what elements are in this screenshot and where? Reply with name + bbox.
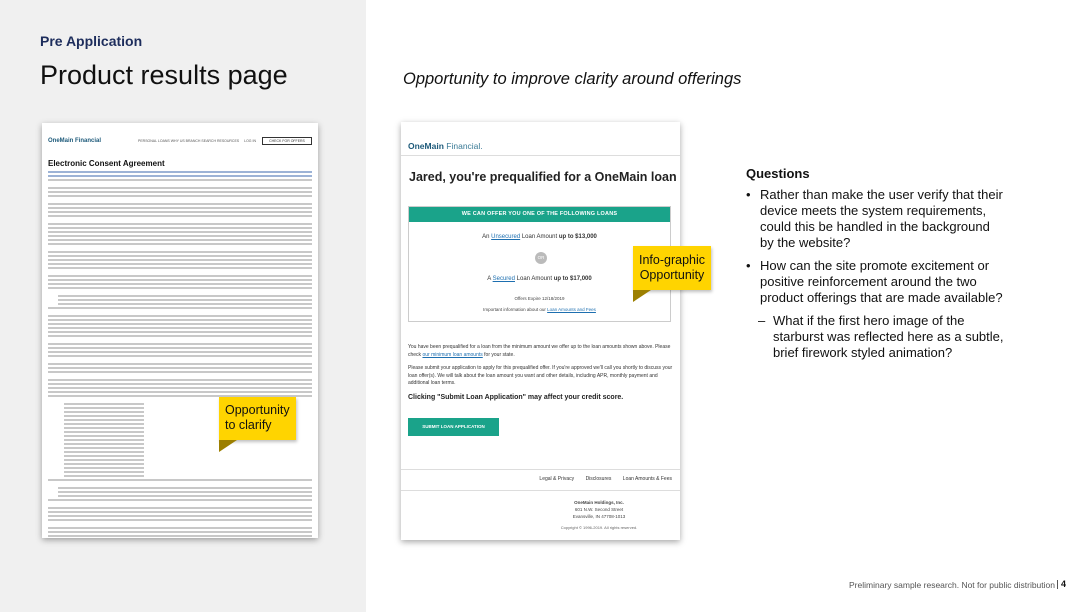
footer-loan-amounts-link[interactable]: Loan Amounts & Fees: [622, 476, 672, 482]
offer-expiry: Offers Expire 12/18/2019: [514, 296, 565, 301]
offer-logo: [408, 141, 483, 151]
doc-nav-links: PERSONAL LOANS WHY US BRANCH SEARCH RESOURCES: [138, 139, 240, 143]
doc-text-line: [48, 327, 312, 329]
or-badge: OR: [535, 252, 547, 264]
offer2-mid: Loan Amount: [514, 276, 554, 282]
page-number: 4: [1060, 579, 1066, 589]
para1-b: for your state.: [482, 351, 515, 358]
footer-note: Preliminary sample research. Not for public distribution: [849, 580, 1055, 590]
doc-text-line: [64, 475, 144, 477]
doc-text-line: [48, 283, 312, 285]
doc-text-line: [64, 447, 144, 449]
doc-text-line: [48, 535, 312, 537]
doc-text-line: [48, 511, 312, 513]
doc-text-line: [58, 299, 312, 301]
doc-text-line: [48, 207, 312, 209]
doc-text-line: [48, 379, 312, 381]
doc-text-line: [64, 407, 144, 409]
loan-offers-box: [408, 206, 671, 322]
dash-icon: –: [758, 313, 766, 328]
doc-text-line: [48, 263, 312, 265]
doc-text-line: [48, 275, 312, 277]
prequalified-offer-screenshot: [401, 122, 680, 540]
doc-text-line: [48, 215, 312, 217]
doc-text-line: [58, 303, 312, 305]
doc-text-line: [48, 391, 312, 393]
doc-text-line: [48, 383, 312, 385]
sticky-fold: [219, 440, 237, 452]
doc-text-line: [64, 459, 144, 461]
sticky-info-line1: Info-graphic: [639, 253, 706, 267]
sticky-clarify-line2: to clarify: [225, 418, 272, 432]
offer-footer-divider: [401, 469, 680, 470]
doc-text-line: [48, 267, 312, 269]
doc-text-line: [64, 439, 144, 441]
company-address: [539, 499, 659, 520]
info-prefix: Important information about our: [483, 307, 548, 312]
questions-list: [746, 187, 1006, 306]
submit-info-paragraph: Please submit your application to apply for this prequalified offer. If you're approved we'll call you shortly to discuss your loan offer(s). We will talk about the loan amount you want and other details, including APR, monthly payment and additional loan terms.: [408, 365, 673, 386]
doc-text-line: [64, 443, 144, 445]
offer1-prefix: An: [482, 234, 492, 240]
unsecured-link[interactable]: Unsecured: [491, 234, 521, 240]
doc-text-line: [64, 431, 144, 433]
legal-privacy-link[interactable]: Legal & Privacy: [539, 476, 575, 482]
doc-text-line: [64, 415, 144, 417]
doc-body-text: [48, 171, 312, 530]
doc-text-line: [48, 239, 312, 241]
doc-text-line: [48, 323, 312, 325]
doc-text-line: [64, 451, 144, 453]
offer-headline: Jared, you're prequalified for a OneMain loan: [409, 170, 677, 184]
offer-footer-links: [529, 476, 672, 482]
doc-text-line: [48, 319, 312, 321]
question-item: [746, 187, 1006, 251]
offer1-amount: up to $13,000: [558, 234, 597, 240]
doc-text-line: [64, 427, 144, 429]
doc-text-line: [64, 435, 144, 437]
doc-text-line: [48, 191, 312, 193]
offer2-prefix: A: [487, 276, 493, 282]
doc-heading: Electronic Consent Agreement: [48, 159, 165, 168]
doc-text-line: [48, 179, 312, 181]
doc-text-line: [48, 371, 312, 373]
sticky-fold: [633, 290, 651, 302]
company-name: OneMain Holdings, Inc.: [574, 500, 624, 505]
doc-text-line: [64, 467, 144, 469]
doc-text-line: [64, 403, 144, 405]
address-line-1: 601 N.W. Second Street: [574, 507, 624, 512]
offer2-amount: up to $17,000: [553, 276, 592, 282]
copyright: Copyright © 1996-2019. All rights reserved.: [560, 525, 638, 530]
doc-text-line: [48, 195, 312, 197]
doc-text-line: [48, 223, 312, 225]
minimum-loan-amounts-link[interactable]: our minimum loan amounts: [422, 351, 483, 358]
doc-text-line: [64, 455, 144, 457]
doc-text-line: [48, 287, 312, 289]
doc-text-line: [48, 351, 312, 353]
doc-text-line: [58, 487, 312, 489]
page-separator: [1057, 580, 1058, 589]
doc-text-line: [48, 355, 312, 357]
sticky-note-infographic: [633, 246, 711, 290]
doc-text-line: [48, 515, 312, 517]
questions-panel: [746, 166, 1006, 361]
doc-text-line: [48, 499, 312, 501]
doc-text-line: [58, 491, 312, 493]
para1-a: You have been prequalified for a loan from the minimum amount we offer up to the loan amounts shown above. Please check: [408, 344, 671, 358]
consent-agreement-screenshot: [42, 123, 318, 538]
doc-nav-bar: [48, 138, 312, 148]
doc-login-link: LOG IN: [244, 139, 256, 143]
offer1-mid: Loan Amount: [520, 234, 559, 240]
question-item: [746, 258, 1006, 306]
disclosures-link[interactable]: Disclosures: [585, 476, 612, 482]
question-sub-text: What if the first hero image of the starburst was reflected here as a subtle, brief firework styled animation?: [773, 313, 1004, 360]
submit-loan-application-button[interactable]: SUBMIT LOAN APPLICATION: [408, 418, 499, 436]
doc-text-line: [48, 531, 312, 533]
doc-text-line: [64, 471, 144, 473]
address-line-2: Evansville, IN 47708-1013: [572, 514, 626, 519]
doc-text-line: [48, 251, 312, 253]
bullet-icon: •: [746, 187, 751, 202]
questions-title: Questions: [746, 166, 810, 181]
loan-amounts-fees-link[interactable]: Loan Amounts and Fees: [547, 307, 596, 312]
doc-text-line: [48, 527, 312, 529]
doc-text-line: [58, 295, 312, 297]
doc-text-line: [48, 507, 312, 509]
slide-subtitle: Opportunity to improve clarity around offerings: [403, 70, 742, 88]
doc-text-line: [48, 243, 312, 245]
doc-text-line: [58, 495, 312, 497]
doc-text-line: [64, 419, 144, 421]
doc-text-line: [48, 203, 312, 205]
section-label: Pre Application: [40, 33, 143, 49]
doc-text-line: [48, 175, 312, 177]
question-text: How can the site promote excitement or positive reinforcement around the two product offerings that are made available?: [760, 258, 1003, 305]
doc-text-line: [48, 335, 312, 337]
doc-text-line: [48, 227, 312, 229]
bullet-icon: •: [746, 258, 751, 273]
doc-text-line: [48, 479, 312, 481]
prequalified-paragraph: [408, 344, 673, 359]
doc-text-line: [48, 307, 312, 309]
loan-info-line: [409, 307, 670, 312]
loan-offers-banner: WE CAN OFFER YOU ONE OF THE FOLLOWING LOANS: [409, 207, 670, 222]
doc-text-line: [48, 171, 312, 173]
offer-logo-light: Financial.: [446, 141, 483, 151]
doc-text-line: [48, 367, 312, 369]
doc-text-line: [48, 279, 312, 281]
secured-link[interactable]: Secured: [492, 276, 515, 282]
doc-logo: OneMain Financial: [48, 138, 102, 144]
doc-text-line: [48, 315, 312, 317]
doc-text-line: [48, 363, 312, 365]
offer-header-divider: [401, 155, 680, 156]
credit-score-note: Clicking "Submit Loan Application" may affect your credit score.: [408, 394, 624, 401]
doc-text-line: [48, 343, 312, 345]
doc-text-line: [48, 235, 312, 237]
doc-text-line: [48, 347, 312, 349]
offer-footer-divider-2: [401, 490, 680, 491]
doc-text-line: [48, 519, 312, 521]
doc-text-line: [64, 423, 144, 425]
doc-text-line: [48, 259, 312, 261]
doc-text-line: [48, 331, 312, 333]
offer-logo-bold: OneMain: [408, 141, 444, 151]
sticky-note-clarify: [219, 397, 296, 440]
question-text: Rather than make the user verify that their device meets the system requirements, could this be handled in the background by the website?: [760, 187, 1003, 250]
doc-text-line: [64, 463, 144, 465]
page-title: Product results page: [40, 60, 288, 90]
sticky-info-line2: Opportunity: [639, 268, 705, 282]
doc-text-line: [48, 187, 312, 189]
doc-text-line: [48, 387, 312, 389]
doc-text-line: [48, 231, 312, 233]
doc-text-line: [48, 255, 312, 257]
unsecured-offer: [409, 234, 670, 240]
doc-text-line: [64, 411, 144, 413]
doc-text-line: [48, 211, 312, 213]
secured-offer: [409, 276, 670, 282]
doc-check-offers-button: CHECK FOR OFFERS: [262, 137, 312, 145]
sticky-clarify-line1: Opportunity: [225, 403, 290, 417]
question-sub-item: [746, 313, 1006, 361]
